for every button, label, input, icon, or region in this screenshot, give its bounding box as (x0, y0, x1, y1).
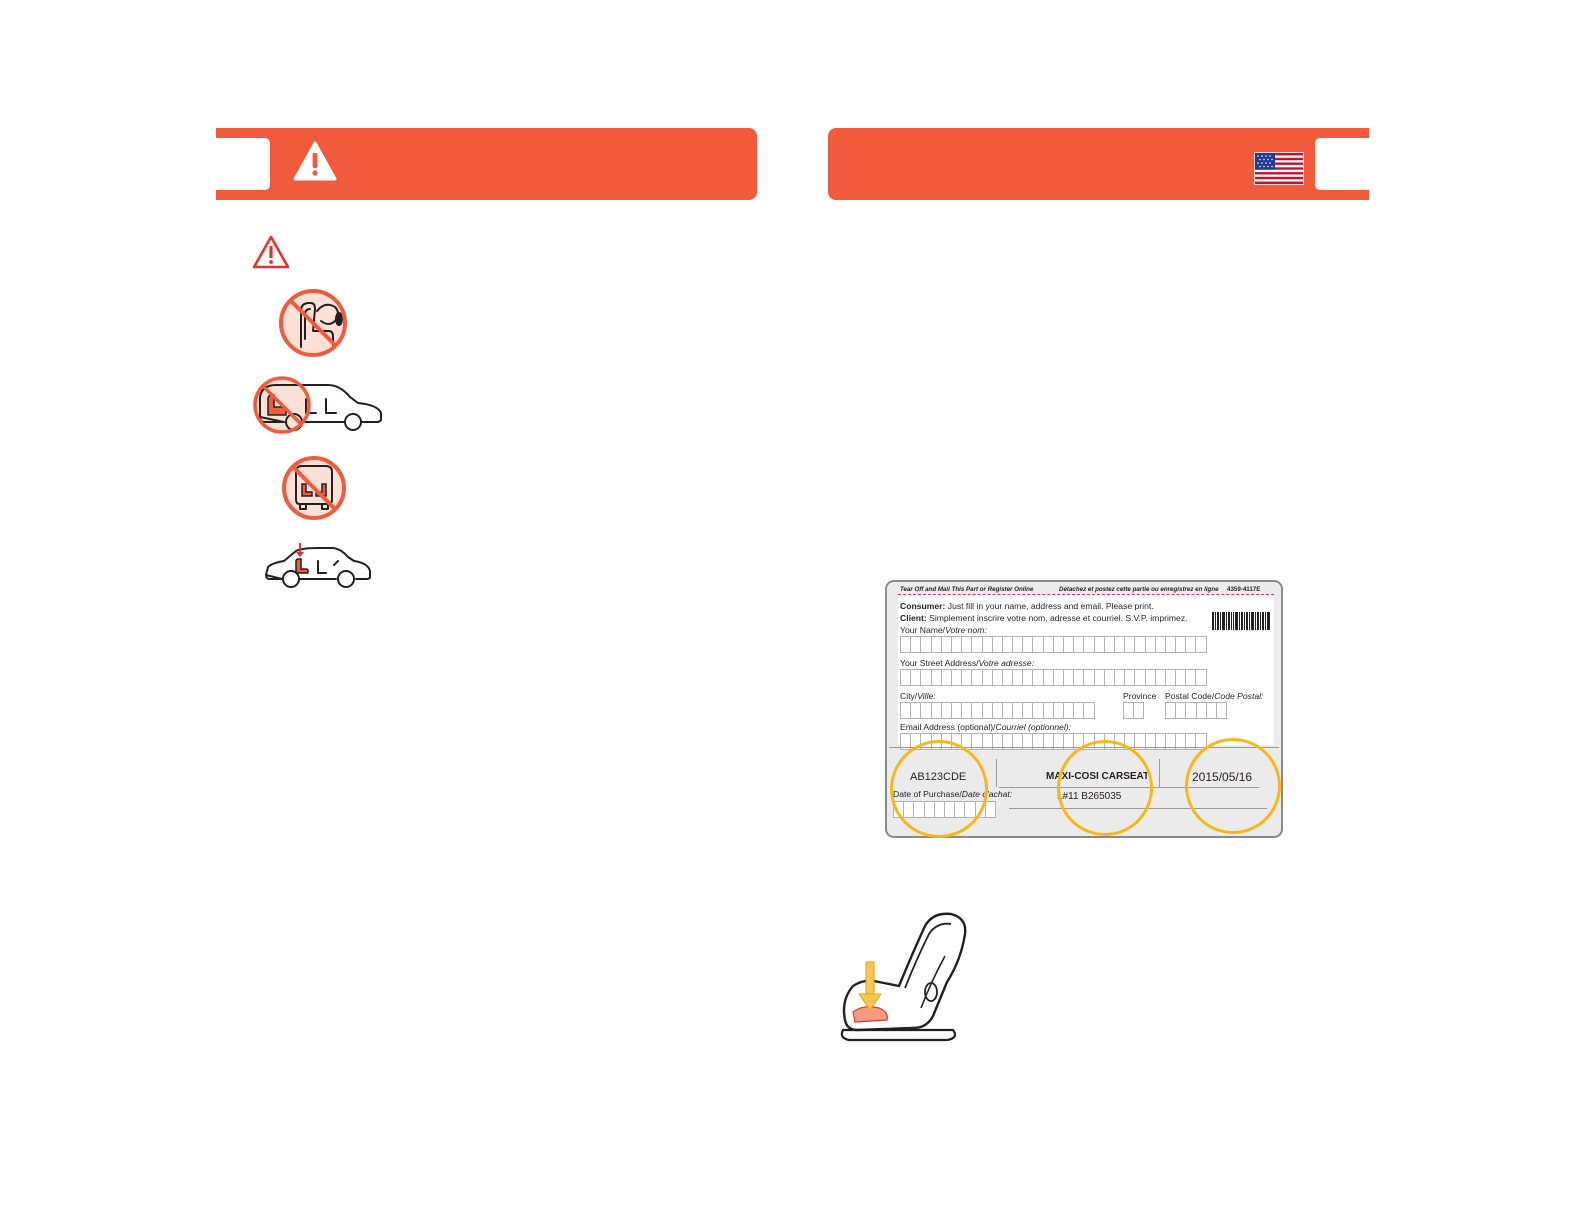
input-box (1216, 702, 1227, 719)
client-line (900, 614, 1188, 623)
street-label: Your Street Address/Votre adresse: (900, 658, 1035, 668)
card-code: 4359-4117E (1227, 586, 1261, 593)
purchase-date-label: Date of Purchase/Date d'achat: (893, 789, 1013, 799)
usa-flag-icon (1255, 153, 1303, 184)
tear-off-header-fr: Détachez et postez cette partie ou enregistrez en ligne (1059, 586, 1219, 593)
page-number-tab (216, 138, 270, 190)
manufacture-date: 2015/05/16 (1192, 770, 1253, 784)
postal-code-field[interactable] (1165, 702, 1226, 719)
province-label: Province (1123, 691, 1157, 701)
province-field[interactable] (1123, 702, 1143, 719)
barcode (1212, 612, 1270, 630)
input-box (1195, 636, 1206, 653)
car-seat-label-location-icon (835, 912, 975, 1047)
input-box (1083, 702, 1094, 719)
warning-icon (252, 235, 290, 269)
warning-triangle-icon (293, 141, 337, 181)
tear-off-header-en: Tear Off and Mail This Part or Register Online (900, 586, 1034, 593)
name-label: Your Name/Votre nom: (900, 625, 987, 635)
product-info-highlight-ring (1057, 740, 1153, 836)
lot-number: L#11 B265035 (1057, 791, 1122, 802)
consumer-line (900, 602, 1154, 611)
date-highlight-ring (1185, 738, 1281, 834)
city-label: City/Ville: (900, 691, 936, 701)
street-address-field[interactable] (900, 669, 1206, 686)
product-name: MAXI-COSI CARSEAT (1046, 771, 1150, 782)
consumer-label: Consumer: (900, 601, 946, 611)
no-front-seat-airbag-icon (277, 287, 349, 359)
consumer-text: Just fill in your name, address and email. Please print. (947, 601, 1154, 611)
model-number-highlight-ring (890, 740, 988, 838)
input-box (1133, 702, 1144, 719)
input-box (985, 801, 996, 818)
input-box (1195, 669, 1206, 686)
model-number: AB123CDE (910, 771, 967, 783)
city-field[interactable] (900, 702, 1094, 719)
name-field[interactable] (900, 636, 1206, 653)
sedan-rear-seat-icon (262, 543, 374, 593)
postal-code-label: Postal Code/Code Postal: (1165, 691, 1264, 701)
no-side-facing-seat-icon (254, 375, 386, 437)
page-number-tab-right (1315, 138, 1369, 190)
client-label: Client: (900, 613, 927, 623)
email-label: Email Address (optional)/Courriel (optionnel): (900, 722, 1071, 732)
client-text: Simplement inscrire votre nom, adresse et courriel. S.V.P. imprimez. (929, 613, 1188, 623)
no-rear-facing-bus-icon (280, 454, 348, 522)
